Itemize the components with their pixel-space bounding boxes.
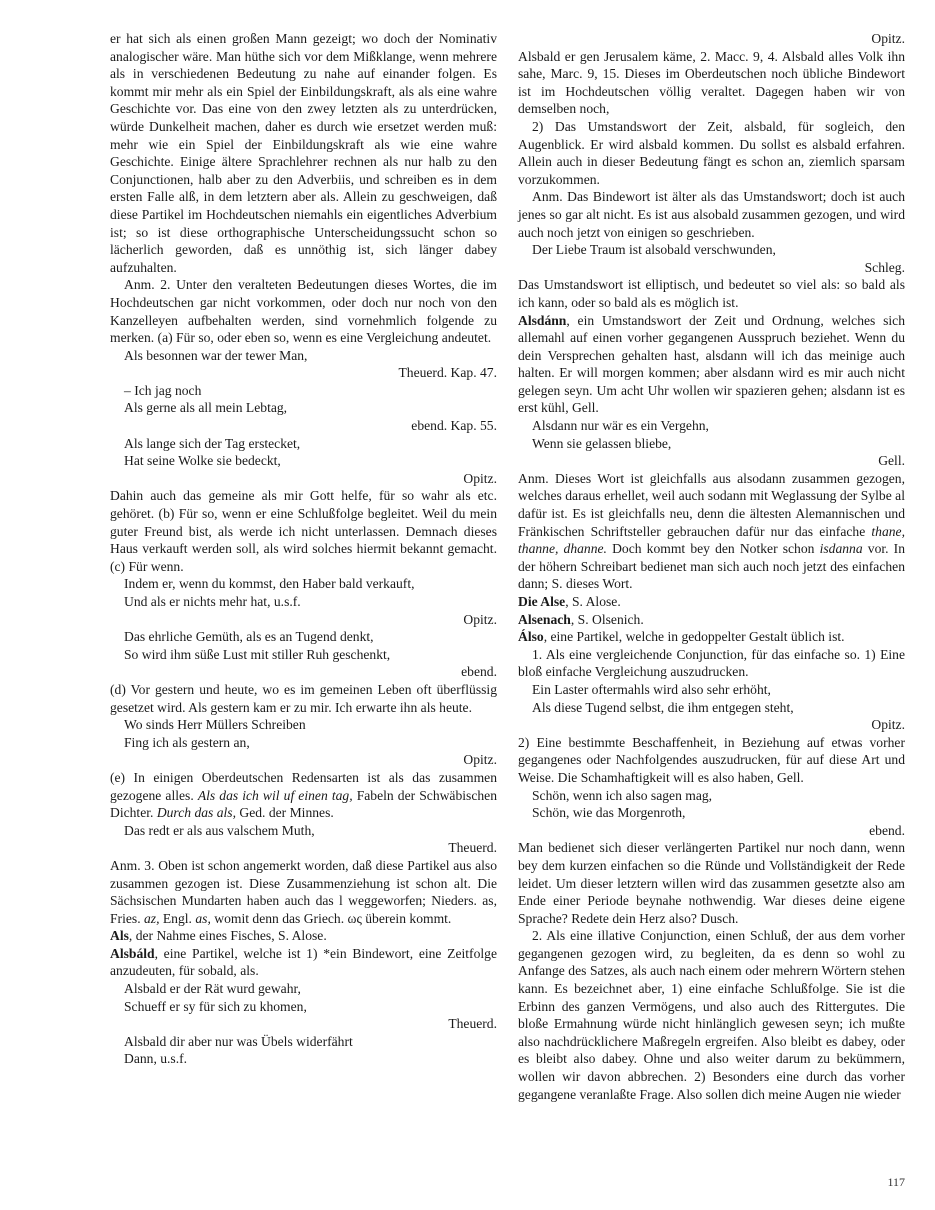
source-citation: Opitz. xyxy=(871,31,905,46)
verse-line: Alsbald er der Rät wurd gewahr, xyxy=(124,981,301,997)
headword: Alsenach xyxy=(518,611,571,627)
source-citation: Opitz. xyxy=(463,611,497,627)
text-span: Ged. der Minnes. xyxy=(236,805,334,821)
verse-line: Alsdann nur wär es ein Vergehn, xyxy=(532,418,709,434)
source-citation: ebend. Kap. 55. xyxy=(411,418,497,434)
source-citation: Schleg. xyxy=(864,259,905,275)
verse-line: Alsbald dir aber nur was Übels widerfährt xyxy=(124,1033,353,1049)
source-citation: Theuerd. xyxy=(448,1016,497,1032)
paragraph xyxy=(518,593,905,611)
verse-line: Das redt er als aus valschem Muth, xyxy=(124,822,315,838)
italic-quote: Durch das als, xyxy=(156,805,236,821)
verse-line: Indem er, wenn du kommst, den Haber bald verkauft, xyxy=(124,576,415,592)
italic-quote: as, xyxy=(195,910,211,926)
source-citation: Theuerd. Kap. 47. xyxy=(398,365,497,381)
italic-quote: thane, thanne, dhanne. xyxy=(518,523,905,557)
paragraph xyxy=(110,945,497,980)
indented-paragraph: Anm. Das Bindewort ist älter als das Umstandswort; doch ist auch jenes so gar alt nicht. Es ist aus alsobald zusammen gezogen, und wird auch noch jetzt von einigen so geschrieben. xyxy=(518,189,905,240)
paragraph: Man bedienet sich dieser verlängerten Partikel nur noch dann, wenn bey dem kurzen einfachen so die Ründe und Vollständigkeit der Rede leidet. Um dieser letztern willen wird das zusammen gesetzte also am Ende einer Periode beynahe nothwendig. War dieses deine eigene Sprache? Redete dein Herz also? Dusch. xyxy=(518,840,905,926)
headword: Die Alse xyxy=(518,594,566,609)
paragraph xyxy=(518,312,905,418)
verse-line: Der Liebe Traum ist alsobald verschwunden, xyxy=(532,242,776,258)
text-span: Engl. xyxy=(159,910,196,926)
verse-line: So wird ihm süße Lust mit stiller Ruh geschenkt, xyxy=(124,646,391,662)
verse-line: Als lange sich der Tag erstecket, xyxy=(124,435,301,451)
paragraph: (d) Vor gestern und heute, wo es im gemeinen Leben oft überflüssig gesetzet wird. Als gestern kam er zu mir. Ich erwarte ihn als heute. xyxy=(110,681,497,715)
italic-quote: isdanna xyxy=(819,541,863,557)
verse-line: Hat seine Wolke sie bedeckt, xyxy=(124,453,281,469)
text-span: , eine Partikel, welche in gedoppelter Gestalt üblich ist. xyxy=(543,629,845,645)
headword: Alsbáld xyxy=(110,945,155,961)
verse-line: Schön, wenn ich also sagen mag, xyxy=(532,787,713,803)
headword: Als xyxy=(110,928,129,944)
paragraph xyxy=(110,769,497,822)
indented-paragraph: 2) Das Umstandswort der Zeit, alsbald, für sogleich, den Augenblick. Er wird alsbald kommen. Du sollst es alsbald erfahren. Allein auch in dieser Bedeutung fängt es schon an, ziemlich sparsam vorzukommen. xyxy=(518,118,905,187)
verse-line: Wo sinds Herr Müllers Schreiben xyxy=(124,717,306,733)
source-citation: ebend. xyxy=(461,664,497,680)
verse-line: Als gerne als all mein Lebtag, xyxy=(124,400,288,416)
left-column xyxy=(110,30,497,1068)
paragraph xyxy=(110,927,497,945)
text-span: , der Nahme eines Fisches, S. Alose. xyxy=(128,928,327,944)
text-span: , eine Partikel, welche ist 1) *ein Bindewort, eine Zeitfolge anzudeuten, für sobald, als. xyxy=(110,945,497,979)
headword: Alsdánn xyxy=(518,312,567,328)
headword: Álso xyxy=(518,629,544,645)
paragraph xyxy=(110,857,497,927)
verse-line: Als besonnen war der tewer Man, xyxy=(124,347,308,363)
indented-paragraph: 2. Als eine illative Conjunction, einen Schluß, der aus dem vorher gegangenen gezogen wird, zu begleiten, da es denn so wohl zu Anfange des Satzes, als auch nach einem oder mehrern Wörtern stehen kann. Es bezeichnet aber, 1) eine einfache Schlußfolge. Sie ist die Erbinn des ganzen Vermögens, und also auch des Rittergutes. Die bloße Ermahnung würde nicht hinlänglich gewesen seyn; ich mußte also nachdrücklichere Maßregeln ergreifen. Also bleibt es dabey, oder es bleibt also dabey. Ohne und also weiter darum zu bekümmern, wollen wir davon abbrechen. 2) Besonders eine durch das vorher gegangene veranlaßte Frage. Also sollen dich meine Augen nie wieder xyxy=(518,928,905,1102)
paragraph: Dahin auch das gemeine als mir Gott helfe, für so wahr als etc. gehöret. (b) Für so, wenn er eine Schlußfolge begleitet. Weil du mein guter Freund bist, als werde ich nicht unterlassen. Demnach dieses Haus verkauft werden soll, als wird solches hiermit bekannt gemacht. (c) Für wenn. xyxy=(110,488,497,574)
verse-line: Ein Laster oftermahls wird also sehr erhöht, xyxy=(532,681,771,697)
indented-paragraph: Anm. 2. Unter den veralteten Bedeutungen dieses Wortes, die im Hochdeutschen gar nicht vorkommen, oder doch nur noch von den Kanzelleyen aufbehalten werden, sind vornehmlich folgende zu merken. (a) Für so, oder eben so, wenn es eine Vergleichung andeutet. xyxy=(110,277,497,346)
italic-quote: Als das ich wil uf einen tag, xyxy=(197,787,353,803)
paragraph xyxy=(518,611,905,629)
source-citation: Opitz. xyxy=(463,470,497,486)
text-span: Anm. 3. Oben ist schon angemerkt worden, daß diese Partikel aus also zusammen gezogen ist. Diese Zusammenziehung ist schon alt. Die Sächsischen Mundarten haben auch das l weggeworfen; Nieders. as, Fries. xyxy=(110,857,497,926)
text-span: Doch kommt bey den Notker schon xyxy=(606,541,820,557)
text-span: (e) In einigen Oberdeutschen Redensarten ist als das zusammen gezogene alles. xyxy=(110,769,497,803)
text-span: , S. Olsenich. xyxy=(570,611,644,627)
source-citation: Theuerd. xyxy=(448,840,497,856)
verse-line: Schueff er sy für sich zu khomen, xyxy=(124,998,307,1014)
text-span: Anm. Dieses Wort ist gleichfalls aus alsodann zusammen gezogen, welches daraus erhellet, weil auch sodann mit Weglassung der Sylbe al dafür ist. Es ist gleichfalls neu, denn die ältesten Alemannischen und Fränkischen Schriftsteller gebrauchen dafür nur das einfache xyxy=(518,470,905,539)
paragraph: 2) Eine bestimmte Beschaffenheit, in Beziehung auf etwas vorher gegangenes oder Nachfolgendes auszudrucken, für auf diese Art und Weise. Die Schamhaftigkeit will es also haben, Gell. xyxy=(518,734,905,785)
source-citation: ebend. xyxy=(869,822,905,838)
paragraph xyxy=(518,628,905,646)
verse-line: Als diese Tugend selbst, die ihm entgegen steht, xyxy=(532,699,794,715)
verse-line: Und als er nichts mehr hat, u.s.f. xyxy=(124,594,301,609)
text-span: Fabeln der Schwäbischen Dichter. xyxy=(110,787,497,821)
italic-quote: az, xyxy=(143,910,160,926)
source-citation: Gell. xyxy=(878,453,905,469)
verse-line: – Ich jag noch xyxy=(124,382,202,398)
page-number: 117 xyxy=(887,1175,905,1189)
text-span: womit denn das Griech. ως überein kommt. xyxy=(210,910,452,926)
verse-line: Das ehrliche Gemüth, als es an Tugend denkt, xyxy=(124,629,374,645)
verse-line: Fing ich als gestern an, xyxy=(124,734,250,750)
indented-paragraph: 1. Als eine vergleichende Conjunction, für das einfache so. 1) Eine bloß einfache Vergleichung auszudrucken. xyxy=(518,646,905,680)
text-span: vor. In der höhern Schreibart bedienet man sich auch noch jetzt des einfachen dann; S. dieses Wort. xyxy=(518,541,906,592)
right-column xyxy=(518,30,905,1103)
verse-line: Wenn sie gelassen bliebe, xyxy=(532,435,672,451)
paragraph: Alsbald er gen Jerusalem käme, 2. Macc. 9, 4. Alsbald alles Volk ihn sahe, Marc. 9, 15. Dieses im Oberdeutschen noch übliche Bindewort ist im Hochdeutschen völlig veraltet. Dagegen haben wir von demselben noch, xyxy=(518,48,905,117)
paragraph: Das Umstandswort ist elliptisch, und bedeutet so viel als: so bald als ich kann, oder so bald als es möglich ist. xyxy=(518,277,905,310)
paragraph xyxy=(518,470,905,593)
text-span: , S. Alose. xyxy=(565,594,621,609)
verse-line: Dann, u.s.f. xyxy=(124,1051,188,1067)
paragraph: er hat sich als einen großen Mann gezeigt; wo doch der Nominativ analogischer wäre. Man hüthe sich vor dem Mißklange, wenn mehrere als in verschiedenen Bedeutung zu nahe auf einander folgen. Es kommt mir mehr als ein Spiel der Einbildungskraft, als als eine wahre Geschichte vor. Das eine von den zwey letzten als zu unterdrücken, würde Dunkelheit machen, daher es durch wie ersetzet werden muß: mehr wie ein Spiel der Einbildungskraft als wie eine wahre Geschichte. Einige ältere Sprachlehrer rechnen als nur halb zu den Conjunctionen, halb aber zu den Adverbiis, und schreiben es in dem ersten Falle alß, in dem letztern aber als. Allein zu geschweigen, daß diese Partikel im Hochdeutschen niemahls ein eigentliches Adverbium ist; so ist diese orthographische Unterscheidungssucht schon so lächerlich geworden, daß es unnöthig ist, sich länger dabey aufzuhalten. xyxy=(110,31,497,275)
text-span: , ein Umstandswort der Zeit und Ordnung, welches sich allemahl auf einen vorher gegangenen Ausspruch beziehet. Wenn du dein Versprechen gehalten hast, alsdann will ich das meinige auch halten. Er will morgen kommen; aber alsdann wird es mir auch nicht gelegen seyn. Um acht Uhr wollen wir spazieren gehen; alsdann ist es erst kühl, Gell. xyxy=(518,312,905,416)
source-citation: Opitz. xyxy=(871,717,905,733)
verse-line: Schön, wie das Morgenroth, xyxy=(532,805,686,821)
source-citation: Opitz. xyxy=(463,752,497,768)
